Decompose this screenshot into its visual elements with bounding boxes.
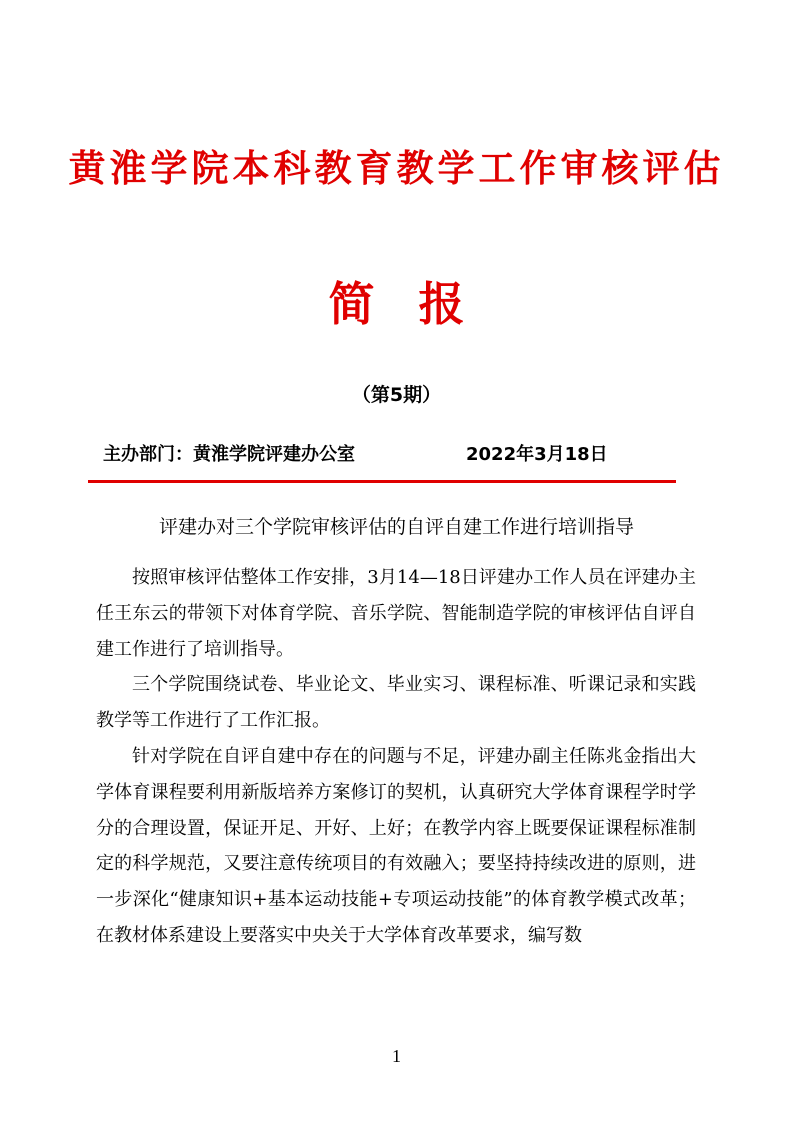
paragraph: 三个学院围绕试卷、毕业论文、毕业实习、课程标准、听课记录和实践教学等工作进行了工作汇报。 bbox=[96, 674, 696, 732]
sponsor-department: 主办部门：黄淮学院评建办公室 bbox=[103, 444, 355, 465]
article-body bbox=[96, 560, 696, 954]
subtitle-char-1: 简 bbox=[328, 277, 375, 331]
publish-date: 2022年3月18日 bbox=[466, 444, 608, 465]
issue-number: （第5期） bbox=[351, 384, 442, 406]
paragraph: 针对学院在自评自建中存在的问题与不足，评建办副主任陈兆金指出大学体育课程要利用新版培养方案修订的契机，认真研究大学体育课程学时学分的合理设置，保证开足、开好、上好；在教学内容上既要保证课程标准制定的科学规范，又要注意传统项目的有效融入；要坚持持续改进的原则，进一步深化“健康知识+基本运动技能+专项运动技能”的体育教学模式改革；在教材体系建设上要落实中央关于大学体育改革要求，编写数 bbox=[96, 745, 696, 946]
red-divider-line bbox=[88, 480, 676, 483]
subtitle-char-2: 报 bbox=[418, 277, 465, 331]
page-number: 1 bbox=[392, 1046, 401, 1066]
paragraph: 按照审核评估整体工作安排，3月14—18日评建办工作人员在评建办主任王东云的带领下对体育学院、音乐学院、智能制造学院的审核评估自评自建工作进行了培训指导。 bbox=[96, 567, 696, 660]
bulletin-subtitle bbox=[0, 268, 793, 334]
article-title: 评建办对三个学院审核评估的自评自建工作进行培训指导 bbox=[158, 516, 634, 538]
bulletin-title: 黄淮学院本科教育教学工作审核评估 bbox=[68, 147, 725, 190]
